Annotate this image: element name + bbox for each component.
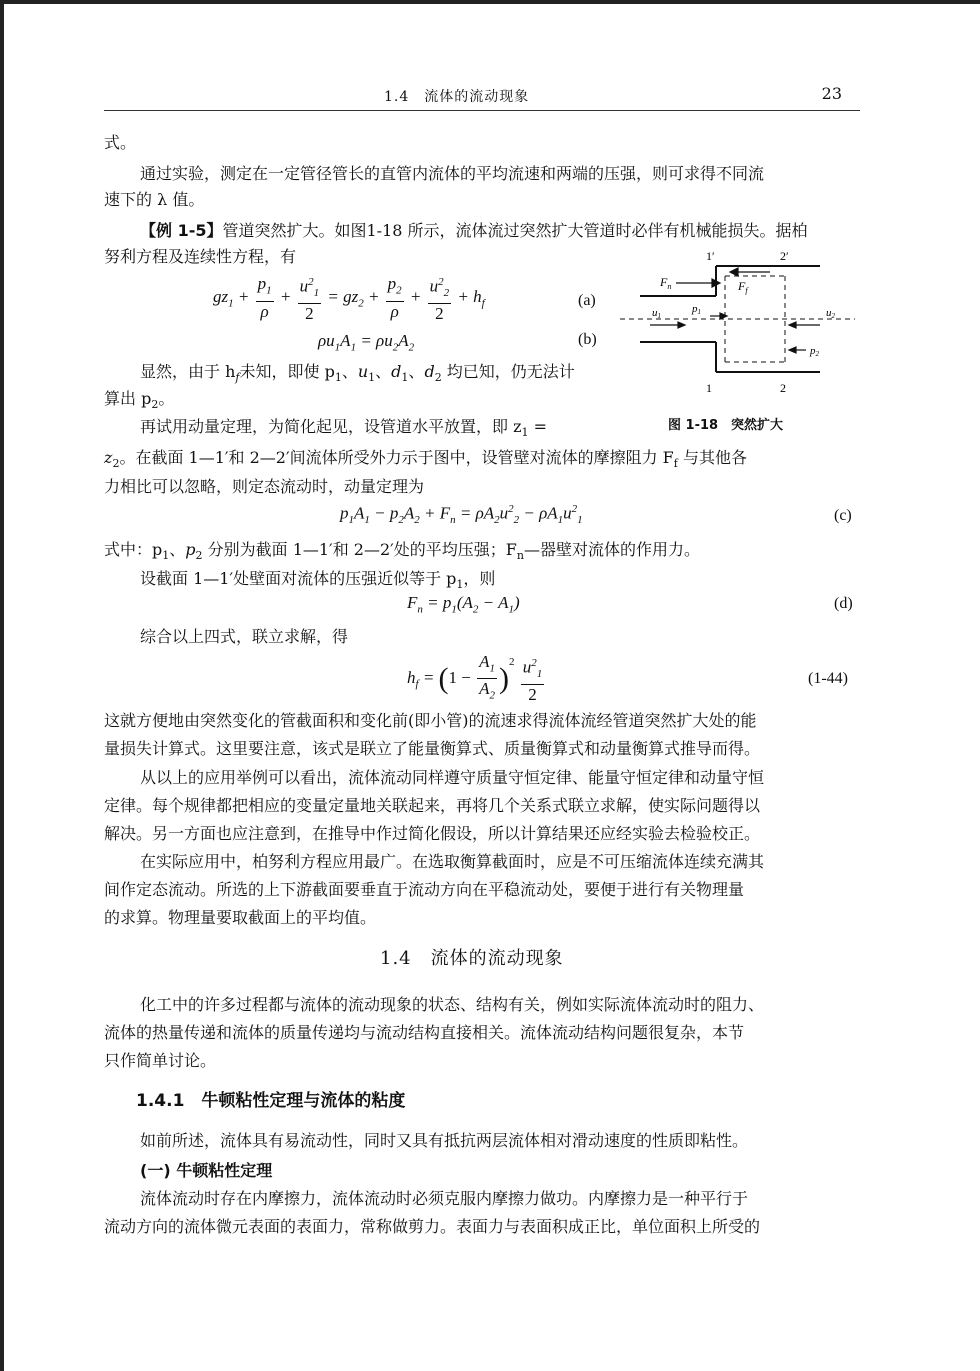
equation-b: $\rho u_1A_1 = \rho u_2A_2$ <box>318 331 415 354</box>
label-Fn: $F_n$ <box>660 275 672 291</box>
text-line: 速下的 λ 值。 <box>104 190 205 209</box>
subsection-heading <box>136 1086 405 1111</box>
example-label: 【例 1-5】 <box>140 221 223 240</box>
label-u1: u1 <box>652 307 661 320</box>
sudden-expansion-figure <box>620 250 860 410</box>
text-line: 力相比可以忽略，则定态流动时，动量定理为 <box>104 477 425 496</box>
label-p1: p1 <box>692 303 701 316</box>
section-heading <box>380 944 564 970</box>
text-line: 如前所述，流体具有易流动性，同时又具有抵抗两层流体相对滑动速度的性质即粘性。 <box>140 1131 749 1150</box>
equation-number: (a) <box>578 292 596 309</box>
equation-c: $p_1A_1 - p_2A_2 + F_n = \rho A_2u^2_2 - \rho A_1u^2_1$ <box>340 503 583 527</box>
text-line: 从以上的应用举例可以看出，流体流动同样遵守质量守恒定律、能量守恒定律和动量守恒 <box>140 768 765 787</box>
text-line: 流动方向的流体微元表面的表面力，常称做剪力。表面力与表面积成正比，单位面积上所受的 <box>104 1217 761 1236</box>
text-line: 式中：$p_1$、$p_2$ 分别为截面 1—1′和 2—2′处的平均压强；$F_n—$器壁对流体的作用力。 <box>104 540 700 563</box>
example-line: 【例 1-5】管道突然扩大。如图1-18 所示，流体流过突然扩大管道时必伴有机械能损失。据柏 <box>140 221 808 240</box>
text-line: 在实际应用中，柏努利方程应用最广。在选取衡算截面时，应是不可压缩流体连续充满其 <box>140 852 765 871</box>
text-line: 流体的热量传递和流体的质量传递均与流动结构直接相关。流体流动结构问题很复杂，本节 <box>104 1023 745 1042</box>
section-title: 流体的流动现象 <box>430 948 564 969</box>
text-line: 定律。每个规律都把相应的变量定量地关联起来，再将几个关系式联立求解，使实际问题得以 <box>104 796 761 815</box>
label-1: 1 <box>706 381 712 395</box>
section-number: 1.4 <box>380 948 412 969</box>
label-1-prime: 1′ <box>706 250 715 263</box>
label-Ff: $F_f$ <box>738 279 748 295</box>
text-line: 流体流动时存在内摩擦力，流体流动时必须克服内摩擦力做功。内摩擦力是一种平行于 <box>140 1189 749 1208</box>
equation-a: $gz_1$ + $\frac{p_1}{\rho}$ + $\frac{u^2_1}{2}$ = $gz_2$ + $\frac{p_2}{\rho}$ + $\frac{u^2_2}{2}$ + $h_f$ <box>213 272 485 324</box>
text-line: 量损失计算式。这里要注意，该式是联立了能量衡算式、质量衡算式和动量衡算式推导而得。 <box>104 739 761 758</box>
equation-1-44: $h_f = (1$ − $\frac{A_1}{A_2}$ )$^2$ $\frac{u^2_1}{2}$ <box>407 652 543 704</box>
text-line: 通过实验，测定在一定管径管长的直管内流体的平均流速和两端的压强，则可求得不同流 <box>140 164 765 183</box>
equation-number: (1-44) <box>808 670 848 687</box>
label-2-prime: 2′ <box>780 250 789 263</box>
text-line: 间作定态流动。所选的上下游截面要垂直于流动方向在平稳流动处，要便于进行有关物理量 <box>104 880 745 899</box>
subsection-number: 1.4.1 <box>136 1091 185 1111</box>
text-line: 的求算。物理量要取截面上的平均值。 <box>104 908 377 927</box>
label-2: 2 <box>780 381 786 395</box>
text-line: $z_2$。在截面 1—1′和 2—2′间流体所受外力示于图中，设管壁对流体的摩擦阻力 $F_f$ 与其他各 <box>104 448 747 471</box>
text-line: 设截面 1—1′处壁面对流体的压强近似等于 $p_1$，则 <box>140 569 496 592</box>
page-number: 23 <box>821 84 842 103</box>
equation-number: (c) <box>834 507 852 524</box>
text-line: 只作简单讨论。 <box>104 1051 217 1070</box>
text-line: 努利方程及连续性方程，有 <box>104 247 297 266</box>
text-line: 式。 <box>104 133 137 152</box>
label-u2: u2 <box>826 307 835 320</box>
subsection-title: 牛顿粘性定理与流体的粘度 <box>201 1091 406 1111</box>
equation-number: (b) <box>578 331 597 348</box>
page-top-border <box>0 0 980 4</box>
text-line: 综合以上四式，联立求解，得 <box>140 627 349 646</box>
text-line: 再试用动量定理，为简化起见，设管道水平放置，即 $z_1$ = <box>140 417 548 440</box>
label-p2: p2 <box>810 345 819 358</box>
text-line: 这就方便地由突然变化的管截面积和变化前(即小管)的流速求得流体流经管道突然扩大处的能 <box>104 711 757 730</box>
text-line: 显然，由于 $h_f$未知，即使 $p_1$、$u_1$、$d_1$、$d_2$ 均已知，仍无法计 <box>140 362 575 385</box>
subsubsection-heading: (一) 牛顿粘性定理 <box>140 1161 273 1180</box>
running-header <box>104 84 860 111</box>
text-line: 算出 $p_2$。 <box>104 389 175 412</box>
equation-number: (d) <box>834 595 853 612</box>
equation-d: $F_n = p_1(A_2 - A_1)$ <box>407 593 520 616</box>
text-line: 解决。另一方面也应注意到，在推导中作过简化假设，所以计算结果还应经实验去检验校正。 <box>104 824 761 843</box>
figure-caption: 图 1-18 突然扩大 <box>668 418 784 433</box>
page-left-border <box>0 0 4 1371</box>
running-title: 1.4 流体的流动现象 <box>384 89 530 105</box>
text-line: 化工中的许多过程都与流体的流动现象的状态、结构有关，例如实际流体流动时的阻力、 <box>140 995 765 1014</box>
